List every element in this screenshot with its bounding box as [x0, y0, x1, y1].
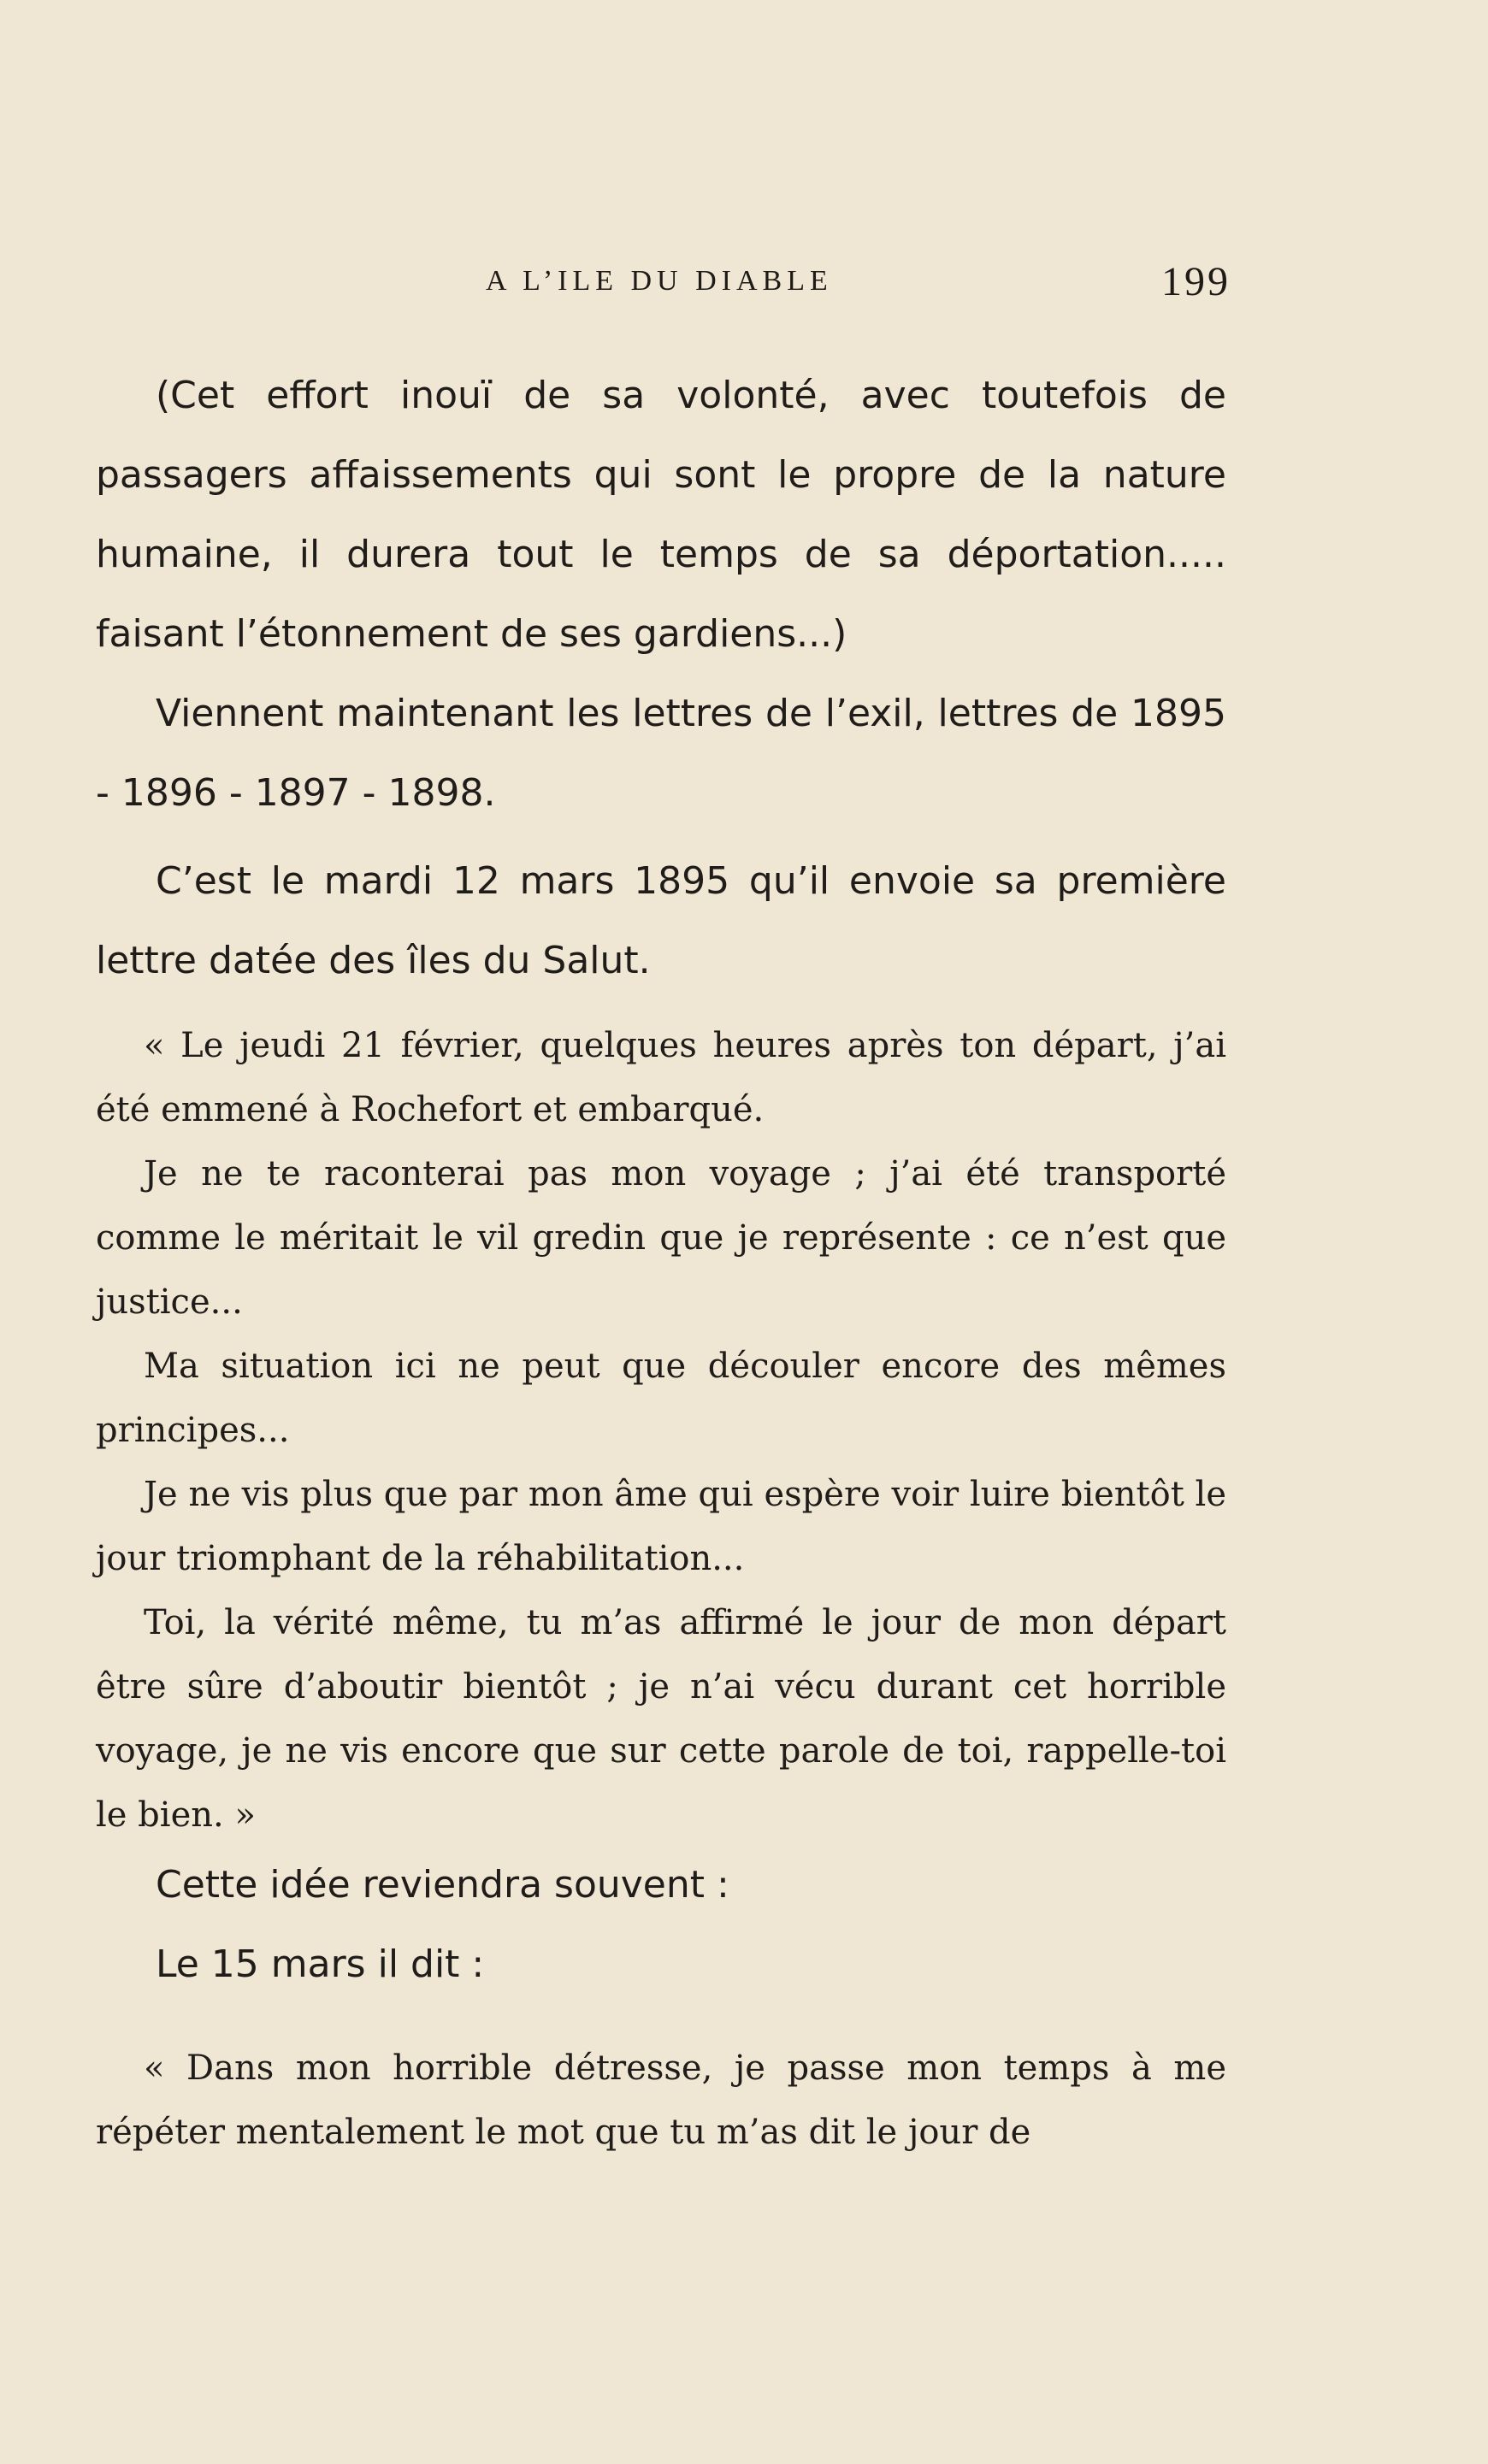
quote-paragraph: Toi, la vérité même, tu m’as affirmé le jour de mon départ être sûre d’aboutir bientôt ; je n’ai vécu durant cet horrible voyage, je ne vis encore que sur cette parole de toi, rappelle-toi le bien. » — [96, 1603, 1226, 1835]
quote-paragraph: Je ne te raconterai pas mon voyage ; j’ai été transporté comme le méritait le vil gredin que je représente : ce n’est que justice... — [96, 1154, 1226, 1322]
quote-paragraph: Ma situation ici ne peut que découler encore des mêmes principes... — [96, 1347, 1226, 1450]
running-title: A L’ILE DU DIABLE — [486, 265, 833, 297]
paragraph: Le 15 mars il dit : — [156, 1942, 485, 1986]
quote-paragraph: « Le jeudi 21 février, quelques heures après ton départ, j’ai été emmené à Rochefort et embarqué. — [96, 1026, 1226, 1129]
quote-paragraph: « Dans mon horrible détresse, je passe mon temps à me répéter mentalement le mot que tu m’as dit le jour de — [96, 2048, 1226, 2152]
paragraph: (Cet effort inouï de sa volonté, avec toutefois de passagers affaissements qui sont le propre de la nature humaine, il durera tout le temps de sa déportation..... faisant l’étonnement de ses gardiens...) — [96, 374, 1226, 656]
letter-quote-2 — [96, 2037, 1226, 2165]
paragraph: Cette idée reviendra souvent : — [156, 1863, 729, 1907]
quote-paragraph: Je ne vis plus que par mon âme qui espère voir luire bientôt le jour triomphant de la réhabilitation... — [96, 1475, 1226, 1578]
narrative-block-1 — [96, 356, 1226, 1000]
paragraph: Viennent maintenant les lettres de l’exil, lettres de 1895 - 1896 - 1897 - 1898. — [96, 692, 1226, 815]
page-header — [0, 256, 1488, 308]
letter-quote-1 — [96, 1014, 1226, 1848]
narrative-block-2 — [96, 1845, 1226, 2004]
page-number: 199 — [1161, 259, 1231, 304]
paragraph: C’est le mardi 12 mars 1895 qu’il envoie sa première lettre datée des îles du Salut. — [96, 859, 1226, 982]
